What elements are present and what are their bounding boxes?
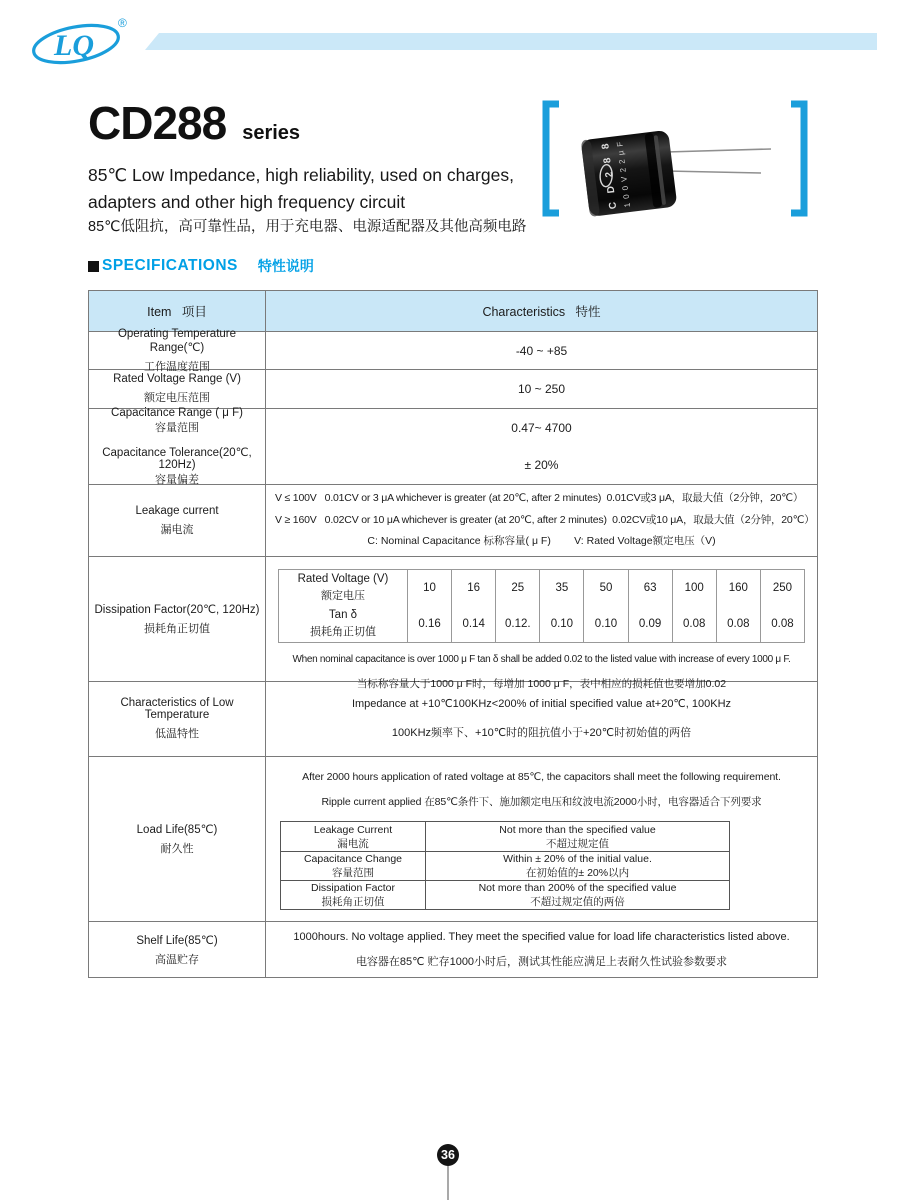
tan-delta-note-en: When nominal capacitance is over 1000 μ F tan δ shall be added 0.02 to the listed value with increase of every 1000 μ F. xyxy=(292,654,791,665)
tan-delta-table: Rated Voltage (V) 额定电压 10 16 25 35 50 63 100 160 250 Tan δ 损耗角正切值 0.16 0.14 0.12. 0.10 0.10 0.09 0.08 0.08 0.08 xyxy=(278,569,805,643)
page-title: CD288 xyxy=(88,97,227,149)
company-logo-icon xyxy=(20,14,138,77)
load-life-row-leakage: Leakage Current 漏电流 Not more than the specified value 不超过规定值 xyxy=(281,822,729,851)
load-life-row-capacitance-change: Capacitance Change 容量范围 Within ± 20% of the initial value. 在初始值的± 20%以内 xyxy=(281,851,729,880)
footer-rule xyxy=(447,1166,449,1200)
row-load-life: Load Life(85℃) 耐久性 After 2000 hours application of rated voltage at 85℃, the capacitors shall meet the following requirement. Ripple current applied 在85℃条件下、施加额定电压和纹波电流2000小时，电容器适合下列要求 Leakage Current 漏电流 Not more than the specified value 不超过规定值 Capacitance Change 容量范围 Within ± 20% of the initial value. 在初始值的± 20%以内 Dissipation Factor 损耗角正切值 Not more than 200% of the specified value 不超过规定值的两倍 xyxy=(89,756,817,921)
subtitle-en: 85℃ Low Impedance, high reliability, used on charges, adapters and other high frequency circuit xyxy=(88,165,514,213)
capacitance-tolerance-value: ± 20% xyxy=(524,458,559,473)
capacitor-photo xyxy=(540,95,810,228)
capacitance-range-value: 0.47~ 4700 xyxy=(511,420,572,435)
header-band xyxy=(145,33,877,50)
row-rated-voltage: Rated Voltage Range (V) 额定电压范围 10 ~ 250 xyxy=(89,369,817,408)
series-label: series xyxy=(242,122,301,144)
specifications-table xyxy=(88,290,818,978)
tan-delta-note-zh: 当标称容量大于1000 μ F时，每增加 1000 μ F，表中相应的损耗值也要增加0.02 xyxy=(356,678,727,690)
load-life-requirements-table xyxy=(280,821,730,910)
section-marker-icon xyxy=(88,261,99,272)
row-leakage-current: Leakage current 漏电流 V ≤ 100V 0.01CV or 3 μA whichever is greater (at 20℃, after 2 minutes) 0.01CV或3 μA，取最大值（2分钟，20℃） V ≥ 160V 0.02CV or 10 μA whichever is greater (at 20℃, after 2 minutes) 0.02CV或10 μA，取最大值（2分钟，20℃） C: Nominal Capacitance 标称容量( μ F) V: Rated Voltage额定电压（V) xyxy=(89,484,817,556)
row-dissipation-factor: Dissipation Factor(20℃, 120Hz) 损耗角正切值 Rated Voltage (V) 额定电压 10 16 25 35 50 63 100 160 250 Tan δ 损耗角正切值 0.16 0.14 0.12. 0.10 0.10 0.09 0.08 0.08 0.08 When nominal capacitance is over 1000 μ F tan δ shall be added 0.02 to the listed value with increase of every 1000 μ F. 当标称容量大于1000 μ F时，每增加 1000 μ F，表中相应的损耗值也要增加0.02 xyxy=(89,556,817,681)
page-number-badge: 36 xyxy=(437,1144,459,1166)
col-header-item: Item 项目 xyxy=(89,291,266,331)
section-header xyxy=(88,256,314,276)
rated-voltage-value: 10 ~ 250 xyxy=(517,382,566,396)
subtitle-zh: 85℃低阻抗，高可靠性品，用于充电器、电源适配器及其他高频电路 xyxy=(88,219,527,235)
svg-text:CD288: CD288 xyxy=(600,142,620,210)
row-capacitance-range-tolerance: Capacitance Range ( μ F) 容量范围 Capacitance Tolerance(20℃, 120Hz) 容量偏差 0.47~ 4700 ± 20% xyxy=(89,408,817,484)
operating-temperature-value: -40 ~ +85 xyxy=(515,343,568,358)
row-low-temperature: Characteristics of Low Temperature 低温特性 Impedance at +10℃100KHz<200% of initial specified value at+20℃, 100KHz 100KHz频率下、+10℃时的阻抗值小于+20℃时初始值的两倍 xyxy=(89,681,817,756)
section-title-zh: 特性说明 xyxy=(257,258,314,274)
svg-text:100V22µF: 100V22µF xyxy=(615,141,633,208)
col-header-characteristics: Characteristics 特性 xyxy=(482,305,601,319)
table-header-row xyxy=(89,291,817,331)
svg-text:LQ: LQ xyxy=(54,29,94,62)
row-operating-temperature: Operating Temperature Range(℃) 工作温度范围 -40 ~ +85 xyxy=(89,331,817,369)
load-life-row-dissipation: Dissipation Factor 损耗角正切值 Not more than 200% of the specified value 不超过规定值的两倍 xyxy=(281,880,729,909)
section-title-en: SPECIFICATIONS xyxy=(102,257,238,274)
left-bracket-icon xyxy=(546,104,559,213)
svg-text:®: ® xyxy=(118,16,127,30)
right-bracket-icon xyxy=(791,104,804,213)
row-shelf-life: Shelf Life(85℃) 高温贮存 1000hours. No voltage applied. They meet the specified value for load life characteristics listed above. 电容器在85℃ 贮存1000小时后，测试其性能应满足上表耐久性试验参数要求 xyxy=(89,921,817,977)
